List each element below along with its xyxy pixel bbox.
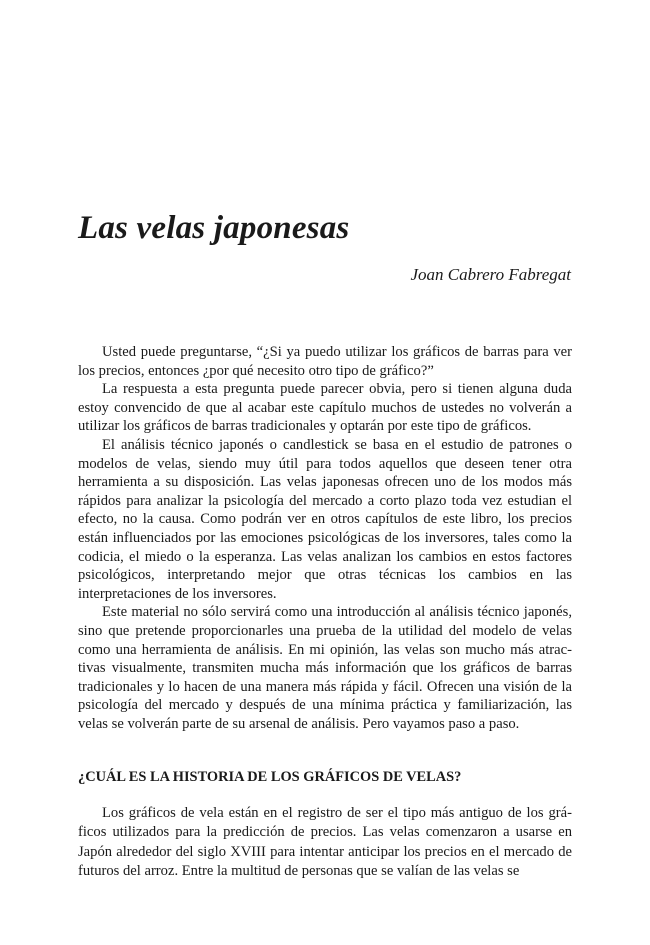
paragraph: La respuesta a esta pregunta puede parecer obvia, pero si tienen alguna duda estoy convencido de que al acabar este capítulo muchos de ustedes no volverán a utilizar los gráficos de barras tradicionales y optarán por este tipo de gráficos. [78, 381, 572, 435]
chapter-author: Joan Cabrero Fabregat [410, 265, 571, 284]
intro-text [78, 343, 572, 733]
paragraph: Este material no sólo servirá como una introducción al análisis técnico japonés, sino que pretende proporcionarles una prueba de la utilidad del modelo de velas como una herramienta de análisis. En mi opinión, las velas son mucho más atractivas visualmente, transmiten mucha más información que los gráficos de barras tradicionales y lo hacen de una manera más rápida y fácil. Ofrecen una visión de la psicología del mercado y después de una mínima práctica y familiarización, las velas se volverán parte de su arsenal de análisis. Pero vayamos paso a paso. [78, 604, 572, 732]
section-heading: ¿CUÁL ES LA HISTORIA DE LOS GRÁFICOS DE VELAS? [78, 769, 462, 785]
section-text [78, 804, 572, 882]
paragraph: Los gráficos de vela están en el registro de ser el tipo más antiguo de los gráficos utilizados para la predicción de precios. Las velas comenzaron a usarse en Japón alrededor del siglo XVIII para intentar anticipar los precios en el mercado de futuros del arroz. Entre la multitud de personas que se valían de las velas se [78, 805, 572, 880]
paragraph: El análisis técnico japonés o candlestick se basa en el estudio de patrones o modelos de velas, siendo muy útil para todos aquellos que deseen tener otra herramienta a su disposición. Las velas japonesas ofrecen uno de los modos más rápidos para analizar la psicología del mercado a corto plazo toda vez estudian el efecto, no la causa. Como podrán ver en otros capítulos de este libro, los precios están influenciados por las emociones psicológicas de los inversores, tales como la codicia, el miedo o la esperanza. Las velas analizan los cambios en estos factores psicológicos, interpretando mejor que otras técnicas los cambios en las interpretaciones de los inversores. [78, 436, 572, 602]
chapter-title: Las velas japonesas [78, 210, 350, 246]
paragraph: Usted puede preguntarse, “¿Si ya puedo utilizar los gráficos de barras para ver los precios, entonces ¿por qué necesito otro tipo de gráfico?” [78, 344, 572, 379]
